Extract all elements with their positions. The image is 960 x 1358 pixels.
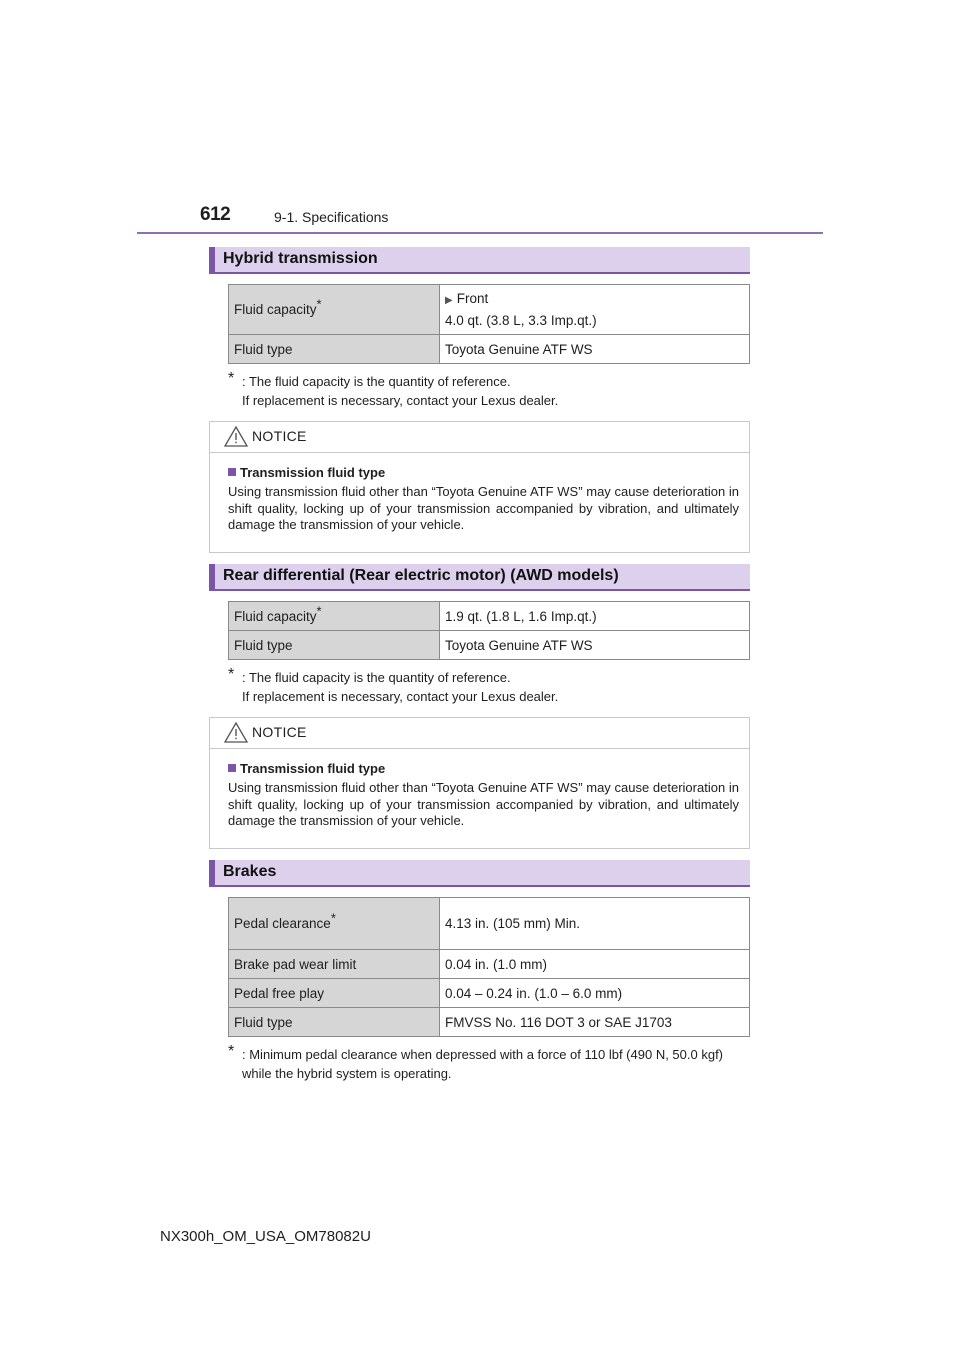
brakes-table	[228, 897, 750, 1037]
table-value-cell: 4.13 in. (105 mm) Min.	[440, 898, 750, 950]
table-row	[229, 602, 750, 631]
table-label-cell: Fluid type	[229, 1008, 440, 1037]
brakes-heading: Brakes	[209, 860, 750, 887]
hybrid-transmission-heading: Hybrid transmission	[209, 247, 750, 274]
rear-differential-table	[228, 601, 750, 660]
table-label-cell: Fluid type	[229, 631, 440, 660]
table-label-cell: Pedal free play	[229, 979, 440, 1008]
page-header	[200, 204, 822, 234]
notice-title: NOTICE	[252, 428, 307, 444]
notice-title: NOTICE	[252, 724, 307, 740]
notice-subtitle: Transmission fluid type	[228, 761, 739, 776]
notice-subtitle: Transmission fluid type	[228, 465, 739, 480]
section-title: 9-1. Specifications	[274, 209, 389, 225]
hybrid-transmission-table	[228, 284, 750, 364]
footnote: * : The fluid capacity is the quantity of reference. If replacement is necessary, contact your Lexus dealer.	[228, 370, 559, 408]
table-row	[229, 950, 750, 979]
warning-triangle-icon	[224, 426, 248, 447]
table-value-cell: Toyota Genuine ATF WS	[440, 631, 750, 660]
table-value-cell: 0.04 in. (1.0 mm)	[440, 950, 750, 979]
table-label-cell: Fluid capacity*	[229, 285, 440, 335]
table-value-cell: 0.04 – 0.24 in. (1.0 – 6.0 mm)	[440, 979, 750, 1008]
table-row	[229, 631, 750, 660]
notice-text: Using transmission fluid other than “Toyota Genuine ATF WS” may cause deterioration in shift quality, locking up of your transmission accompanied by vibration, and ultimately damage the transmission of your vehicle.	[228, 484, 739, 532]
table-value-cell: ▶ Front 4.0 qt. (3.8 L, 3.3 Imp.qt.)	[440, 285, 750, 335]
table-row	[229, 285, 750, 335]
table-label-cell: Fluid type	[229, 335, 440, 364]
rear-differential-heading: Rear differential (Rear electric motor) (AWD models)	[209, 564, 750, 591]
table-label-cell: Fluid capacity*	[229, 602, 440, 631]
triangle-right-icon: ▶	[445, 294, 453, 306]
footnote: * : The fluid capacity is the quantity of reference. If replacement is necessary, contact your Lexus dealer.	[228, 666, 559, 704]
table-row	[229, 1008, 750, 1037]
square-bullet-icon	[228, 468, 236, 476]
table-value-cell: 1.9 qt. (1.8 L, 1.6 Imp.qt.)	[440, 602, 750, 631]
table-value-cell: Toyota Genuine ATF WS	[440, 335, 750, 364]
table-label-cell: Brake pad wear limit	[229, 950, 440, 979]
notice-text: Using transmission fluid other than “Toyota Genuine ATF WS” may cause deterioration in shift quality, locking up of your transmission accompanied by vibration, and ultimately damage the transmission of your vehicle.	[228, 780, 739, 828]
table-value-cell: FMVSS No. 116 DOT 3 or SAE J1703	[440, 1008, 750, 1037]
warning-triangle-icon	[224, 722, 248, 743]
table-label-cell: Pedal clearance*	[229, 898, 440, 950]
table-row	[229, 898, 750, 950]
table-row	[229, 979, 750, 1008]
table-row	[229, 335, 750, 364]
square-bullet-icon	[228, 764, 236, 772]
notice-box	[209, 421, 750, 553]
document-code: NX300h_OM_USA_OM78082U	[160, 1228, 371, 1245]
header-rule	[137, 232, 823, 234]
notice-box	[209, 717, 750, 849]
footnote: * : Minimum pedal clearance when depressed with a force of 110 lbf (490 N, 50.0 kgf) while the hybrid system is operating.	[228, 1043, 724, 1081]
page-number: 612	[200, 204, 231, 225]
